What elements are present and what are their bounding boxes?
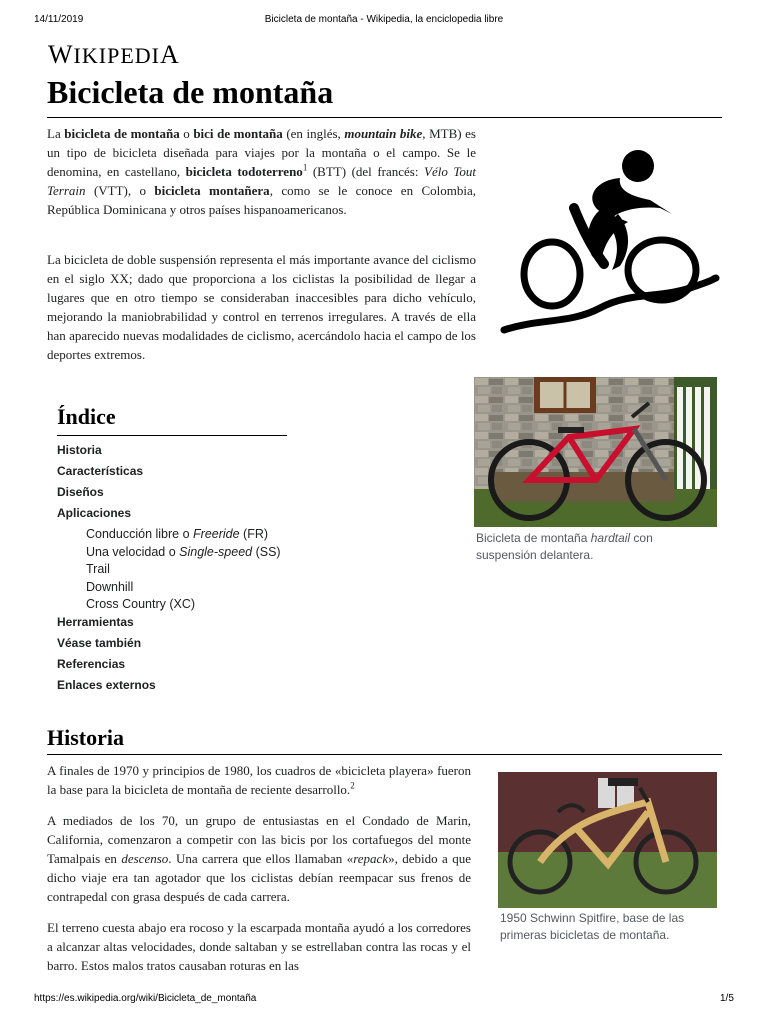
toc-item[interactable]: Diseños <box>57 485 104 499</box>
hardtail-caption: Bicicleta de montaña hardtail con suspensión delantera. <box>476 531 653 562</box>
historia-paragraph-1: A finales de 1970 y principios de 1980, los cuadros de «bicicleta playera» fueron la base para la bicicleta de montaña de reciente desarrollo.$^2$ <box>47 763 471 797</box>
wikipedia-wordmark[interactable] <box>48 40 180 70</box>
schwinn-caption: 1950 Schwinn Spitfire, base de las primeras bicicletas de montaña. <box>500 911 685 942</box>
logo-a: A <box>159 40 180 69</box>
schwinn-spitfire-photo[interactable] <box>498 772 717 908</box>
toc-item[interactable]: Downhill <box>86 579 134 594</box>
print-title: Bicicleta de montaña - Wikipedia, la enciclopedia libre <box>264 14 504 25</box>
table-of-contents <box>57 443 281 699</box>
toc-item[interactable]: Conducción libre o Freeride (FR) <box>86 527 269 541</box>
historia-paragraph-2: A mediados de los 70, un grupo de entusiastas en el Condado de Marin, California, comenzaron a competir con las bicis por los cortafuegos del monte Tamalpais en descenso. Una carrera que ellos llamaban «repack», debido a que dicho viaje era tan agotador que los ciclistas debían reempacar sus frenos de contrapedal con grasa después de cada carrera. <box>47 813 472 904</box>
toc-item[interactable]: Una velocidad o Single-speed (SS) <box>86 544 281 559</box>
hardtail-bike-photo[interactable] <box>474 377 717 527</box>
toc-item[interactable]: Aplicaciones <box>57 506 132 520</box>
cyclist-pictogram-icon <box>500 148 720 336</box>
print-url: https://es.wikipedia.org/wiki/Bicicleta_de_montaña <box>34 993 257 1004</box>
logo-w: W <box>48 40 74 69</box>
page-title: Bicicleta de montaña <box>47 74 334 110</box>
print-date: 14/11/2019 <box>34 14 84 25</box>
intro-paragraph-1: La bicicleta de montaña o bici de montaña (en inglés, mountain bike, MTB) es un tipo de bicicleta diseñada para viajes por la montaña o el campo. Se le denomina, en castellano, bicicleta todoterreno$^1$ (BTT) (del francés: Vélo Tout Terrain (VTT), o bicicleta montañera, como se le conoce en Colombia, República Dominicana y otros países hispanoamericanos. <box>47 126 477 217</box>
historia-paragraph-3: El terreno cuesta abajo era rocoso y la escarpada montaña ayudó a los corredores a alcanzar altas velocidades, donde saltaban y se estrellaban contra las rocas y el barro. Estos malos tratos causaban roturas en las <box>47 920 471 973</box>
toc-item[interactable]: Véase también <box>57 635 142 650</box>
historia-heading: Historia <box>47 725 124 750</box>
toc-heading: Índice <box>57 404 116 429</box>
intro-paragraph-2: La bicicleta de doble suspensión representa el más importante avance del ciclismo en el siglo XX; dado que proporciona a los ciclistas la posibilidad de llegar a lugares que en otro tiempo se consideraban inaccesibles para dicho vehículo, mejorando la maniobrabilidad y control en terrenos irregulares. A través de ella han aparecido nuevas modalidades de ciclismo, acercándolo hacia el campo de los deportes extremos. <box>47 252 476 362</box>
logo-mid: IKIPEDI <box>73 43 160 68</box>
title-rule <box>47 117 722 118</box>
toc-item[interactable]: Trail <box>86 562 110 576</box>
print-page-number: 1/5 <box>720 993 734 1004</box>
toc-item[interactable]: Referencias <box>57 656 126 671</box>
historia-rule <box>47 754 722 755</box>
toc-rule <box>57 435 287 436</box>
toc-item[interactable]: Características <box>57 464 144 478</box>
toc-item[interactable]: Herramientas <box>57 614 134 629</box>
toc-item[interactable]: Historia <box>57 443 102 457</box>
toc-item[interactable]: Cross Country (XC) <box>86 597 196 611</box>
toc-item[interactable]: Enlaces externos <box>57 677 156 692</box>
